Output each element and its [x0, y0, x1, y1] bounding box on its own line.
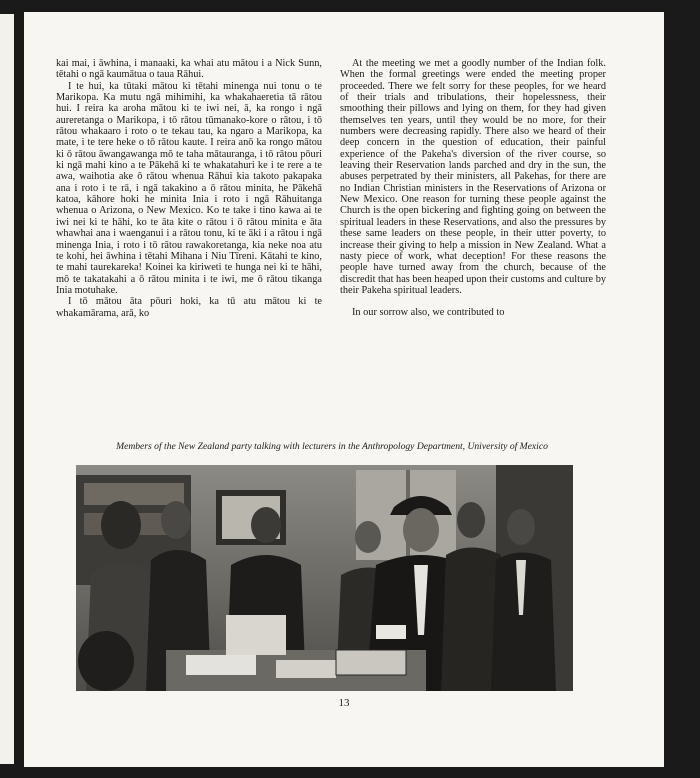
paragraph: I tō mātou āta pōuri hoki, ka tū atu mātou ki te whakamārama, arā, ko [56, 296, 322, 319]
group-photograph [76, 465, 573, 691]
paragraph: At the meeting we met a goodly number of the Indian folk. When the formal greetings were ended the meeting proper proceeded. There we felt sorry for these peoples, for we heard of their trials and tribulations, their hopelessness, their smoothing their pillows and lying on them, for they had given themselves ten years, until they would be no more, for their numbers were decreasing rapidly. There also we heard of their deep concern in the question of education, their painful experience of the Pakeha's diversion of the river course, so leaving their Reservation lands parched and dry in the sun, the abuses perpetrated by their ministers, all Pakehas, for there are no Indian Christian ministers in the Reservations of Arizona or New Mexico. One reason for turning these people against the Church is the open bickering and fighting going on between the spiritual leaders in these Reservations, and also the pressures by these same leaders on these people, in their utter poverty, to increase their giving to help a mission in New Zealand. What a nasty piece of work, what deception! For these reasons the people have turned away from the church, because of the discredit that has been heaped upon their customs and culture by their Pakeha spiritual leaders. [340, 58, 606, 296]
maori-text-column [56, 58, 322, 319]
photo-illustration [76, 465, 573, 691]
paragraph: kai mai, i āwhina, i manaaki, ka whai atu mātou i a Nick Sunn, tētahi o ngā kaumātua o taua Rāhui. [56, 58, 322, 81]
paragraph: I te hui, ka tūtaki mātou ki tētahi minenga nui tonu o te Marikopa. Ka mutu ngā mihimihi, ka whakahaeretia tā rātou hui. I reira ka aroha mātou ki te iwi nei, ā, ka rongo i ngā aureretanga o Marikopa, i tō rātou tūmanako-kore o rātou, i tō rātou whakaaro i roto o te tekau tau, ka ngaro a Marikopa, ka mate, i te tere heke o tō rātou kaute. I reira anō ka rongo mātou ki ō rātou āwangawanga mō te taha mātauranga, i tō rātou pōuri ki ngā mahi kino a te Pākehā ki te whakatahuri ke i te rere a te awa, waihotia ake ō rātou whenua Rāhui kia takoto pakapaka ana i roto i te rā, i ngā takakino a ō rātou minita, he Pākehā katoa, kāhore hoki he minita Inia i roto i ngā Rāhuitanga whenua o Arizona, o New Mexico. Ko te take i tino kawa ai te iwi nei ki te hāhi, ko te āta kite o rātou i ō rātou minita e āta whawhai ana i waenganui i a rātou tonu, ki te āki i a rātou i ngā minenga Inia, i roto i tō rātou rawakoretanga, kia neke noa atu te kohi, hei āwhina i tētahi Mihana i Niu Tīreni. Kātahi te kino, te mahi taurekareka! Koinei ka kiriweti te hunga nei ki te hāhi, mō te takatakahi a ō rātou minita i te iwi, me ō rātou tikanga Inia motuhake. [56, 80, 322, 296]
page-number: 13 [338, 697, 350, 709]
facing-page-edge [0, 14, 14, 764]
english-text-column [340, 58, 606, 319]
document-page [24, 12, 664, 767]
photo-caption: Members of the New Zealand party talking with lecturers in the Anthropology Department, University of Mexico [116, 441, 548, 452]
paragraph: In our sorrow also, we contributed to [352, 307, 505, 319]
